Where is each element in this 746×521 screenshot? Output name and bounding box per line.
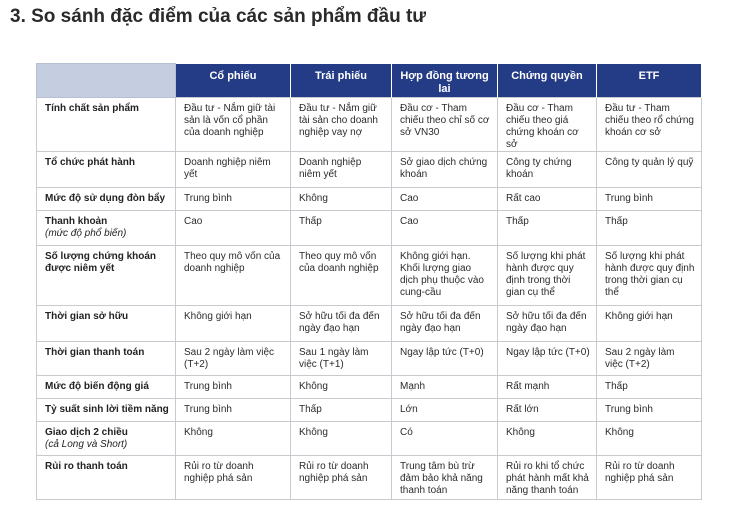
row-label bbox=[37, 399, 176, 422]
row-label bbox=[37, 246, 176, 306]
table-cell: Rủi ro từ doanh nghiệp phá sản bbox=[291, 456, 392, 500]
row-label-text: Giao dịch 2 chiều bbox=[45, 427, 128, 438]
comparison-table bbox=[36, 63, 702, 500]
row-label bbox=[37, 211, 176, 246]
table-cell: Cao bbox=[392, 188, 498, 211]
table-row bbox=[37, 306, 702, 342]
table-cell: Rất mạnh bbox=[498, 376, 597, 399]
table-cell: Doanh nghiệp niêm yết bbox=[176, 152, 291, 188]
table-cell: Theo quy mô vốn của doanh nghiệp bbox=[291, 246, 392, 306]
table-row bbox=[37, 98, 702, 152]
row-label-text: Thanh khoản bbox=[45, 216, 108, 227]
row-label-text: Tổ chức phát hành bbox=[45, 157, 136, 168]
table-cell: Sở hữu tối đa đến ngày đạo hạn bbox=[291, 306, 392, 342]
row-label-text: Tính chất sản phẩm bbox=[45, 103, 139, 114]
row-label-text: Thời gian thanh toán bbox=[45, 347, 145, 358]
table-cell: Theo quy mô vốn của doanh nghiệp bbox=[176, 246, 291, 306]
table-cell: Công ty chứng khoán bbox=[498, 152, 597, 188]
header-corner-cell bbox=[37, 64, 176, 98]
table-row bbox=[37, 211, 702, 246]
column-header: Chứng quyền bbox=[498, 64, 597, 98]
table-cell: Trung bình bbox=[176, 399, 291, 422]
row-label-note: (mức độ phổ biến) bbox=[45, 228, 127, 239]
row-label-text: Rủi ro thanh toán bbox=[45, 461, 128, 472]
row-label bbox=[37, 152, 176, 188]
table-cell: Thấp bbox=[291, 211, 392, 246]
row-label-text: Mức độ sử dụng đòn bẩy bbox=[45, 193, 166, 204]
table-row bbox=[37, 246, 702, 306]
table-cell: Cao bbox=[176, 211, 291, 246]
table-cell: Rủi ro từ doanh nghiệp phá sản bbox=[597, 456, 702, 500]
table-cell: Không bbox=[176, 422, 291, 456]
table-cell: Đầu tư - Nắm giữ tài sản cho doanh nghiệp vay nợ bbox=[291, 98, 392, 152]
table-row bbox=[37, 152, 702, 188]
table-cell: Sở hữu tối đa đến ngày đạo hạn bbox=[498, 306, 597, 342]
row-label-text: Tỷ suất sinh lời tiềm năng bbox=[45, 404, 169, 415]
row-label-text: Mức độ biến động giá bbox=[45, 381, 149, 392]
row-label bbox=[37, 98, 176, 152]
row-label-note: (cả Long và Short) bbox=[45, 439, 128, 450]
row-label bbox=[37, 188, 176, 211]
table-cell: Trung bình bbox=[176, 376, 291, 399]
row-label-text: Thời gian sở hữu bbox=[45, 311, 129, 322]
table-cell: Cao bbox=[392, 211, 498, 246]
column-header: Trái phiếu bbox=[291, 64, 392, 98]
row-label bbox=[37, 456, 176, 500]
table-row bbox=[37, 188, 702, 211]
table-cell: Sở giao dịch chứng khoán bbox=[392, 152, 498, 188]
table-cell: Thấp bbox=[291, 399, 392, 422]
table-cell: Đầu cơ - Tham chiếu theo chỉ số cơ sở VN30 bbox=[392, 98, 498, 152]
row-label bbox=[37, 422, 176, 456]
table-cell: Số lượng khi phát hành được quy định trong thời gian cụ thể bbox=[498, 246, 597, 306]
table-cell: Ngay lập tức (T+0) bbox=[498, 342, 597, 376]
table-cell: Ngay lập tức (T+0) bbox=[392, 342, 498, 376]
table-cell: Không bbox=[597, 422, 702, 456]
table-cell: Đầu cơ - Tham chiếu theo giá chứng khoán cơ sở bbox=[498, 98, 597, 152]
table-cell: Đầu tư - Tham chiếu theo rổ chứng khoán cơ sở bbox=[597, 98, 702, 152]
row-label-text: Số lượng chứng khoán được niêm yết bbox=[45, 251, 157, 274]
column-header: ETF bbox=[597, 64, 702, 98]
table-row bbox=[37, 342, 702, 376]
table-cell: Trung bình bbox=[176, 188, 291, 211]
table-cell: Sau 2 ngày làm việc (T+2) bbox=[176, 342, 291, 376]
table-cell: Có bbox=[392, 422, 498, 456]
page-title: 3. So sánh đặc điểm của các sản phẩm đầu tư bbox=[10, 6, 427, 27]
table-cell: Không giới hạn. Khối lượng giao dịch phụ thuộc vào cung-cầu bbox=[392, 246, 498, 306]
table-cell: Rủi ro khi tổ chức phát hành mất khả năng thanh toán bbox=[498, 456, 597, 500]
table-cell: Mạnh bbox=[392, 376, 498, 399]
table-cell: Không bbox=[291, 422, 392, 456]
row-label bbox=[37, 376, 176, 399]
table-row bbox=[37, 399, 702, 422]
table-cell: Lớn bbox=[392, 399, 498, 422]
column-header: Cổ phiếu bbox=[176, 64, 291, 98]
table-cell: Sau 1 ngày làm việc (T+1) bbox=[291, 342, 392, 376]
table-row bbox=[37, 422, 702, 456]
table-cell: Sau 2 ngày làm việc (T+2) bbox=[597, 342, 702, 376]
table-cell: Công ty quản lý quỹ bbox=[597, 152, 702, 188]
table-row bbox=[37, 376, 702, 399]
table-cell: Thấp bbox=[597, 376, 702, 399]
table-cell: Trung bình bbox=[597, 188, 702, 211]
table-cell: Trung bình bbox=[597, 399, 702, 422]
table-cell: Thấp bbox=[597, 211, 702, 246]
table-cell: Đầu tư - Nắm giữ tài sản là vốn cổ phần của doanh nghiệp bbox=[176, 98, 291, 152]
table-cell: Không bbox=[498, 422, 597, 456]
table-cell: Không giới hạn bbox=[597, 306, 702, 342]
table-cell: Số lượng khi phát hành được quy định trong thời gian cụ thể bbox=[597, 246, 702, 306]
table-cell: Không giới hạn bbox=[176, 306, 291, 342]
table-cell: Rất lớn bbox=[498, 399, 597, 422]
table-cell: Không bbox=[291, 376, 392, 399]
header-row bbox=[37, 64, 702, 98]
row-label bbox=[37, 306, 176, 342]
table-row bbox=[37, 456, 702, 500]
table-cell: Rủi ro từ doanh nghiệp phá sản bbox=[176, 456, 291, 500]
table-cell: Rất cao bbox=[498, 188, 597, 211]
table-cell: Thấp bbox=[498, 211, 597, 246]
column-header: Hợp đồng tương lai bbox=[392, 64, 498, 98]
table-cell: Trung tâm bù trừ đảm bảo khả năng thanh toán bbox=[392, 456, 498, 500]
row-label bbox=[37, 342, 176, 376]
table-cell: Sở hữu tối đa đến ngày đạo hạn bbox=[392, 306, 498, 342]
table-cell: Doanh nghiệp niêm yết bbox=[291, 152, 392, 188]
table-cell: Không bbox=[291, 188, 392, 211]
